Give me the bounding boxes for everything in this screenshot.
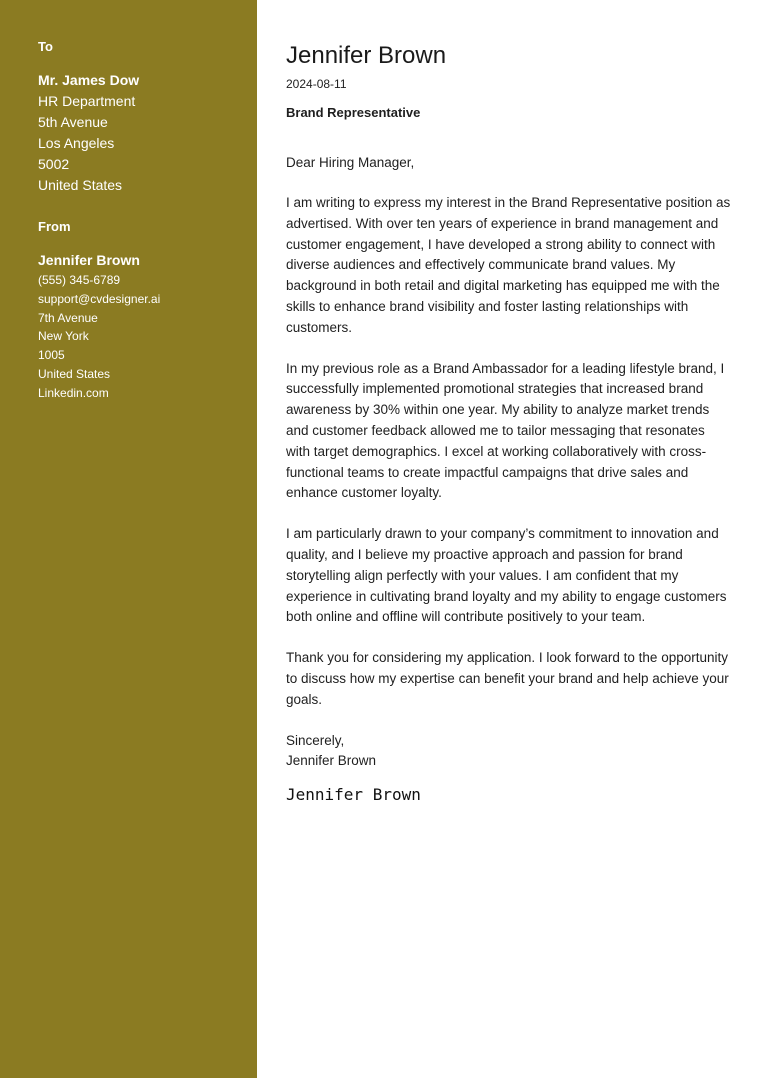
closing-phrase: Sincerely, <box>286 732 345 748</box>
recipient-city: Los Angeles <box>38 135 115 151</box>
sender-country: United States <box>38 366 111 381</box>
sender-name: Jennifer Brown <box>38 252 140 268</box>
recipient-name: Mr. James Dow <box>38 72 140 88</box>
recipient-street: 5th Avenue <box>38 114 108 130</box>
recipient-department: HR Department <box>38 93 136 109</box>
sender-block <box>38 218 257 403</box>
recipient-country: United States <box>38 177 123 193</box>
closing-block <box>286 731 732 773</box>
paragraph: I am writing to express my interest in the Brand Representative position as advertised. With over ten years of experience in brand management and customer engagement, I have developed a strong ability to connect with diverse audiences and effectively communicate brand values. My background in both retail and digital marketing has equipped me with the skills to enhance brand visibility and foster lasting relationships with customers. <box>286 195 731 335</box>
sender-email: support@cvdesigner.ai <box>38 291 161 306</box>
signature: Jennifer Brown <box>286 785 421 805</box>
sender-city: New York <box>38 329 89 344</box>
sender-phone: (555) 345-6789 <box>38 273 121 287</box>
paragraph: I am particularly drawn to your company’s commitment to innovation and quality, and I believe my proactive approach and passion for brand storytelling align perfectly with your values. I am confident that my experience in cultivating brand loyalty and my ability to engage customers both online and offline will contribute positively to your team. <box>286 526 727 625</box>
paragraph: Thank you for considering my application. I look forward to the opportunity to discuss how my expertise can benefit your brand and help achieve your goals. <box>286 650 729 707</box>
paragraph: In my previous role as a Brand Ambassador for a leading lifestyle brand, I successfully implemented promotional strategies that increased brand awareness by 30% within one year. My ability to analyze market trends and customer feedback allowed me to tailor messaging that resonates with target demographics. I excel at working collaboratively with cross-functional teams to create impactful campaigns that drive sales and enhance customer loyalty. <box>286 360 725 501</box>
sidebar <box>0 0 257 1078</box>
sender-linkedin: Linkedin.com <box>38 385 109 400</box>
sender-zip: 1005 <box>38 348 65 363</box>
applicant-name: Jennifer Brown <box>286 42 447 69</box>
from-heading: From <box>38 219 71 234</box>
recipient-block <box>38 38 257 196</box>
salutation: Dear Hiring Manager, <box>286 155 415 170</box>
sender-street: 7th Avenue <box>38 310 98 325</box>
recipient-zip: 5002 <box>38 156 70 172</box>
closing-name: Jennifer Brown <box>286 753 377 769</box>
to-heading: To <box>38 39 53 54</box>
letter-date: 2024-08-11 <box>286 77 347 91</box>
position-title: Brand Representative <box>286 105 421 120</box>
letter-body <box>257 0 768 1078</box>
